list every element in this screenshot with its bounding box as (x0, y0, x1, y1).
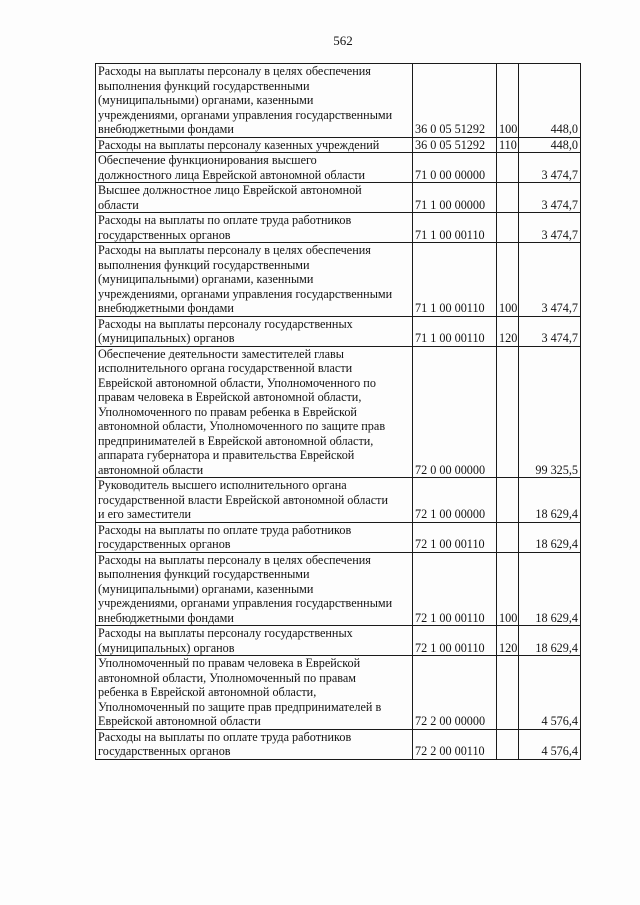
row-code: 72 1 00 00110 (413, 552, 497, 626)
row-description: Расходы на выплаты по оплате труда работников государственных органов (96, 729, 413, 759)
table-row (96, 552, 581, 626)
row-code: 72 2 00 00110 (413, 729, 497, 759)
row-type: 120 (497, 626, 519, 656)
row-description: Уполномоченный по правам человека в Еврейской автономной области, Уполномоченный по правам ребенка в Еврейской автономной области, Уполномоченный по защите прав предпринимателей в Еврейской автономной области (96, 656, 413, 730)
row-amount: 18 629,4 (519, 522, 581, 552)
row-type: 100 (497, 243, 519, 317)
table-row (96, 729, 581, 759)
table-row (96, 243, 581, 317)
table-row (96, 478, 581, 523)
row-description: Расходы на выплаты персоналу в целях обеспечения выполнения функций государственными (муниципальными) органами, казенными учреждениями, органами управления государственными внебюджетными фондами (96, 64, 413, 138)
row-type: 120 (497, 316, 519, 346)
row-description: Руководитель высшего исполнительного органа государственной власти Еврейской автономной области и его заместители (96, 478, 413, 523)
page-number: 562 (333, 33, 353, 48)
row-amount: 3 474,7 (519, 183, 581, 213)
row-code: 72 0 00 00000 (413, 346, 497, 478)
row-description: Высшее должностное лицо Еврейской автономной области (96, 183, 413, 213)
row-description: Расходы на выплаты персоналу казенных учреждений (96, 137, 413, 153)
row-description: Расходы на выплаты персоналу в целях обеспечения выполнения функций государственными (муниципальными) органами, казенными учреждениями, органами управления государственными внебюджетными фондами (96, 552, 413, 626)
row-code: 72 1 00 00000 (413, 478, 497, 523)
row-type (497, 522, 519, 552)
row-amount: 3 474,7 (519, 213, 581, 243)
row-code: 71 1 00 00000 (413, 183, 497, 213)
row-code: 71 1 00 00110 (413, 316, 497, 346)
row-type: 100 (497, 552, 519, 626)
row-amount: 3 474,7 (519, 153, 581, 183)
row-description: Расходы на выплаты персоналу в целях обеспечения выполнения функций государственными (муниципальными) органами, казенными учреждениями, органами управления государственными внебюджетными фондами (96, 243, 413, 317)
row-code: 36 0 05 51292 (413, 64, 497, 138)
row-type (497, 346, 519, 478)
row-amount: 3 474,7 (519, 316, 581, 346)
table-row (96, 183, 581, 213)
row-code: 71 1 00 00110 (413, 243, 497, 317)
table-row (96, 137, 581, 153)
row-type (497, 656, 519, 730)
table-row (96, 346, 581, 478)
row-description: Обеспечение функционирования высшего должностного лица Еврейской автономной области (96, 153, 413, 183)
row-amount: 4 576,4 (519, 729, 581, 759)
row-type (497, 153, 519, 183)
row-amount: 18 629,4 (519, 552, 581, 626)
row-description: Расходы на выплаты по оплате труда работников государственных органов (96, 213, 413, 243)
table-row (96, 522, 581, 552)
row-description: Расходы на выплаты по оплате труда работников государственных органов (96, 522, 413, 552)
table-row (96, 626, 581, 656)
row-amount: 3 474,7 (519, 243, 581, 317)
row-code: 71 1 00 00110 (413, 213, 497, 243)
row-amount: 18 629,4 (519, 626, 581, 656)
row-code: 72 1 00 00110 (413, 626, 497, 656)
row-type: 100 (497, 64, 519, 138)
row-amount: 99 325,5 (519, 346, 581, 478)
row-code: 36 0 05 51292 (413, 137, 497, 153)
row-description: Обеспечение деятельности заместителей главы исполнительного органа государственной власти Еврейской автономной области, Уполномоченного по правам человека в Еврейской автономной области, Уполномоченного по правам ребенка в Еврейской автономной области, Уполномоченного по защите прав предпринимателей в Еврейской автономной области, аппарата губернатора и правительства Еврейской автономной области (96, 346, 413, 478)
table-row (96, 153, 581, 183)
row-description: Расходы на выплаты персоналу государственных (муниципальных) органов (96, 316, 413, 346)
row-amount: 18 629,4 (519, 478, 581, 523)
table-row (96, 656, 581, 730)
row-type (497, 478, 519, 523)
table-row (96, 213, 581, 243)
table-row (96, 316, 581, 346)
row-type (497, 213, 519, 243)
row-amount: 448,0 (519, 64, 581, 138)
budget-table (95, 63, 581, 760)
row-code: 72 2 00 00000 (413, 656, 497, 730)
row-amount: 448,0 (519, 137, 581, 153)
row-type (497, 729, 519, 759)
row-description: Расходы на выплаты персоналу государственных (муниципальных) органов (96, 626, 413, 656)
row-type (497, 183, 519, 213)
row-code: 71 0 00 00000 (413, 153, 497, 183)
row-code: 72 1 00 00110 (413, 522, 497, 552)
row-type: 110 (497, 137, 519, 153)
table-row (96, 64, 581, 138)
row-amount: 4 576,4 (519, 656, 581, 730)
